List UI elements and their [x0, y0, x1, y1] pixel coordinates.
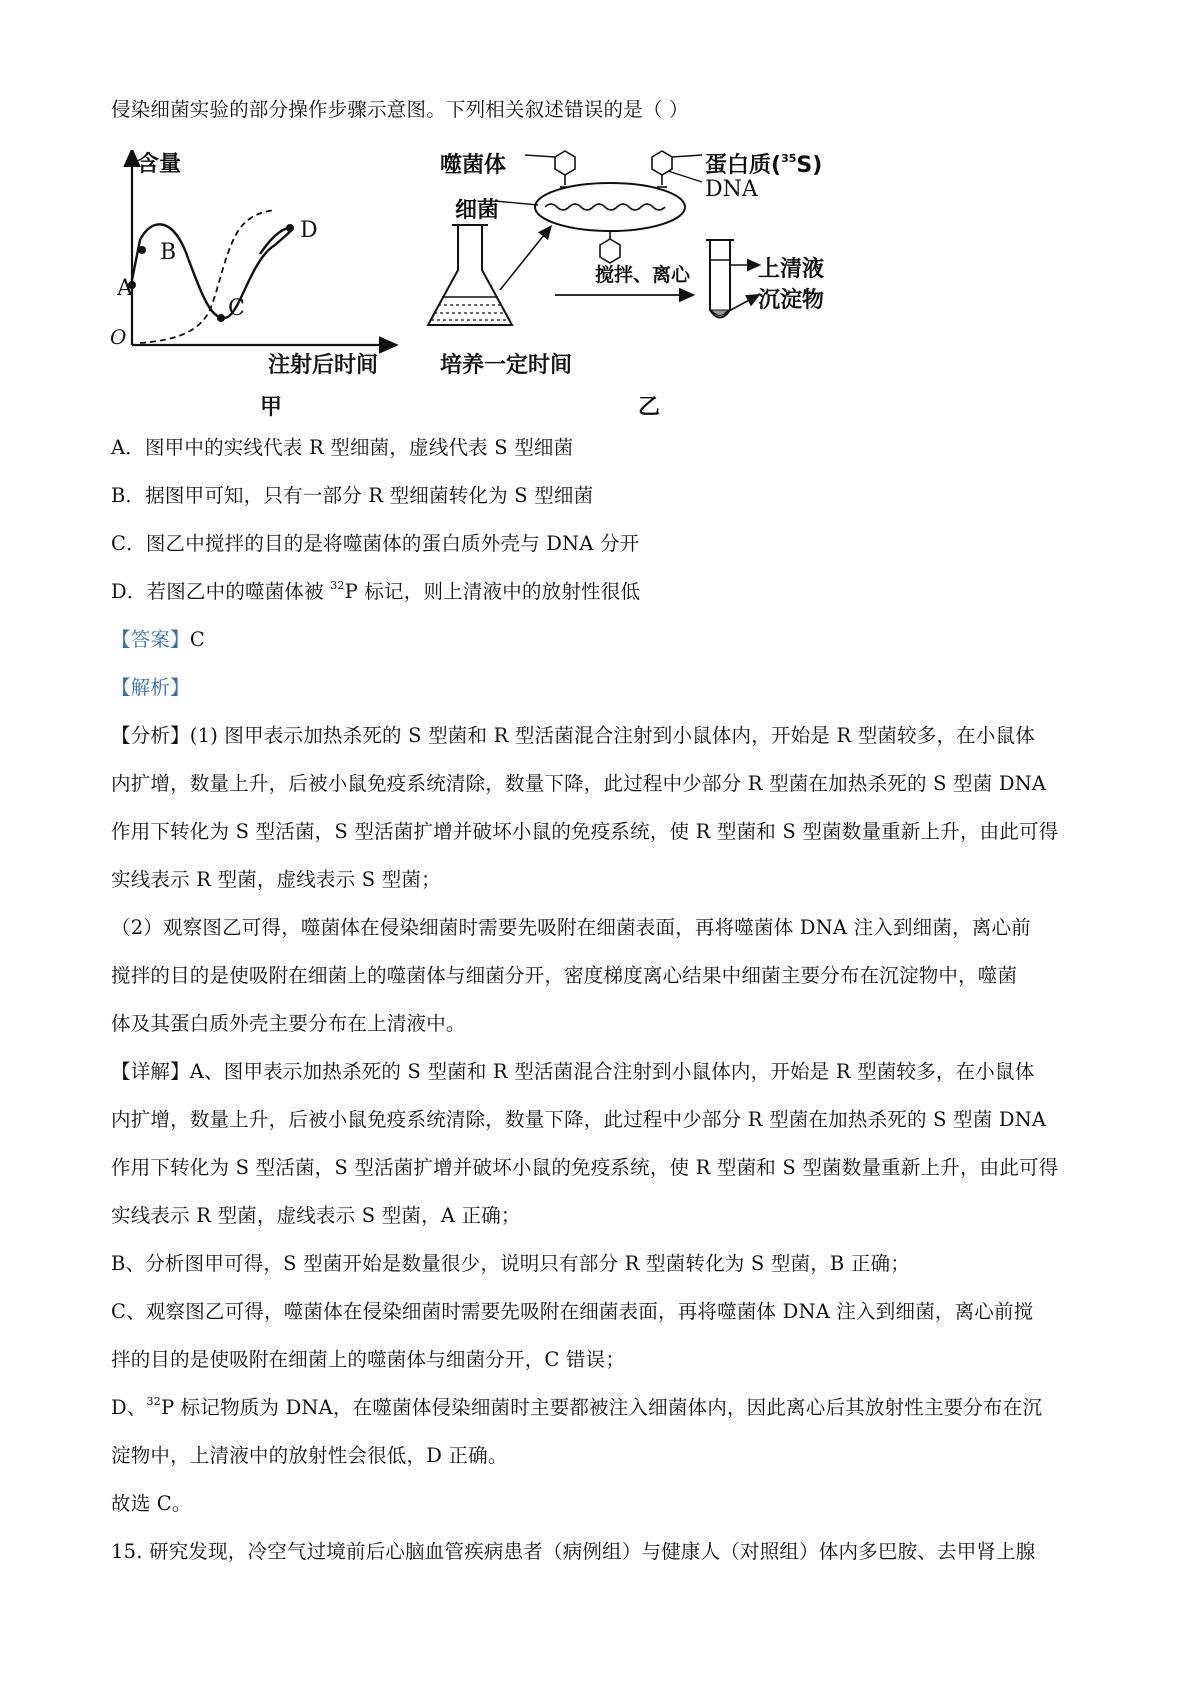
fig-b-caption: 乙	[638, 395, 661, 420]
flask	[428, 225, 512, 325]
analysis-line-6: 搅拌的目的是使吸附在细菌上的噬菌体与细菌分开，密度梯度离心结果中细菌主要分布在沉淀物中，噬菌	[111, 964, 1018, 987]
option-c: C．图乙中搅拌的目的是将噬菌体的蛋白质外壳与 DNA 分开	[111, 532, 640, 555]
analysis-line-5: （2）观察图乙可得，噬菌体在侵染细菌时需要先吸附在细菌表面，再将噬菌体 DNA 注入到细菌，离心前	[111, 916, 1031, 939]
detail-line-2: 内扩增，数量上升，后被小鼠免疫系统清除，数量下降，此过程中少部分 R 型菌在加热杀死的 S 型菌 DNA	[111, 1108, 1047, 1131]
fig-a-xlabel: 注射后时间	[268, 353, 379, 378]
fig-b-bacteria-label: 细菌	[455, 198, 500, 223]
fig-a-point-c-label: C	[228, 296, 245, 321]
figure-a	[110, 150, 410, 370]
detail-line-7: 拌的目的是使吸附在细菌上的噬菌体与细菌分开，C 错误；	[111, 1348, 626, 1371]
option-b: B．据图甲可知，只有一部分 R 型细菌转化为 S 型细菌	[111, 484, 594, 507]
point-b	[138, 246, 146, 254]
detail-line-5: B、分析图甲可得，S 型菌开始是数量很少，说明只有部分 R 型菌转化为 S 型菌，B 正确；	[111, 1252, 910, 1275]
analysis-line-3: 作用下转化为 S 型活菌，S 型活菌扩增并破坏小鼠的免疫系统，使 R 型菌和 S 型菌数量重新上升，由此可得	[111, 820, 1059, 843]
answer-tag: 【答案】	[111, 628, 190, 651]
analysis-line-4: 实线表示 R 型菌，虚线表示 S 型菌；	[111, 868, 441, 891]
phage-bottom	[600, 231, 620, 263]
detail-line-10: 故选 C。	[111, 1492, 192, 1515]
fig-a-point-a-label: A	[117, 276, 133, 301]
detail-line-3: 作用下转化为 S 型活菌，S 型活菌扩增并破坏小鼠的免疫系统，使 R 型菌和 S 型菌数量重新上升，由此可得	[111, 1156, 1059, 1179]
fig-a-point-b-label: B	[160, 240, 177, 265]
fig-b-precipitate-label: 沉淀物	[758, 288, 825, 313]
point-c	[217, 314, 225, 322]
option-a: A．图甲中的实线代表 R 型细菌，虚线代表 S 型细菌	[111, 436, 574, 459]
fig-a-origin: O	[110, 325, 127, 349]
question-stem: 侵染细菌实验的部分操作步骤示意图。下列相关叙述错误的是（ ）	[111, 98, 689, 121]
dashed-curve	[140, 210, 275, 343]
answer-line	[111, 626, 1101, 654]
flask-arrow	[500, 230, 548, 290]
analysis-line-7: 体及其蛋白质外壳主要分布在上清液中。	[111, 1012, 466, 1035]
fig-b-stir-label: 搅拌、离心	[595, 264, 691, 286]
analysis-line-2: 内扩增，数量上升，后被小鼠免疫系统清除，数量下降，此过程中少部分 R 型菌在加热杀死的 S 型菌 DNA	[111, 772, 1047, 795]
test-tube	[710, 240, 730, 318]
fig-b-phage-label: 噬菌体	[440, 153, 507, 178]
fig-b-culture-label: 培养一定时间	[440, 353, 573, 378]
fig-a-ylabel: 含量	[137, 152, 182, 177]
phage-top-left	[555, 151, 575, 187]
fig-b-supernatant-label: 上清液	[758, 257, 825, 282]
detail-line-9: 淀物中，上清液中的放射性会很低，D 正确。	[111, 1444, 508, 1467]
detail-line-6: C、观察图乙可得，噬菌体在侵染细菌时需要先吸附在细菌表面，再将噬菌体 DNA 注入到细菌，离心前搅	[111, 1300, 1034, 1323]
detail-line-1: 【详解】A、图甲表示加热杀死的 S 型菌和 R 型活菌混合注射到小鼠体内，开始是 R 型菌较多，在小鼠体	[111, 1060, 1035, 1083]
phage-top-right	[652, 151, 672, 187]
detail-line-4: 实线表示 R 型菌，虚线表示 S 型菌，A 正确；	[111, 1204, 521, 1227]
fig-a-caption: 甲	[260, 395, 283, 420]
solid-curve	[132, 224, 292, 318]
next-question: 15. 研究发现，冷空气过境前后心脑血管疾病患者（病例组）与健康人（对照组）体内多巴胺、去甲肾上腺	[111, 1540, 1036, 1563]
solid-curve-end	[260, 228, 290, 254]
option-d: D．若图乙中的噬菌体被 $^{32}$P 标记，则上清液中的放射性很低	[111, 578, 641, 603]
point-d	[286, 224, 294, 232]
analysis-tag: 【解析】	[111, 676, 190, 699]
fig-b-dna-label: DNA	[705, 177, 758, 202]
detail-line-8: D、$^{32}$P 标记物质为 DNA，在噬菌体侵染细菌时主要都被注入细菌体内，因此离心后其放射性主要分布在沉	[111, 1394, 1043, 1419]
answer-value: C	[189, 628, 205, 651]
bacterium-dna	[545, 204, 665, 210]
analysis-line-1: 【分析】(1) 图甲表示加热杀死的 S 型菌和 R 型活菌混合注射到小鼠体内，开始是 R 型菌较多，在小鼠体	[111, 724, 1036, 747]
fig-a-point-d-label: D	[300, 218, 318, 243]
fig-b-protein-label: 蛋白质($^{35}$S)	[705, 151, 823, 178]
